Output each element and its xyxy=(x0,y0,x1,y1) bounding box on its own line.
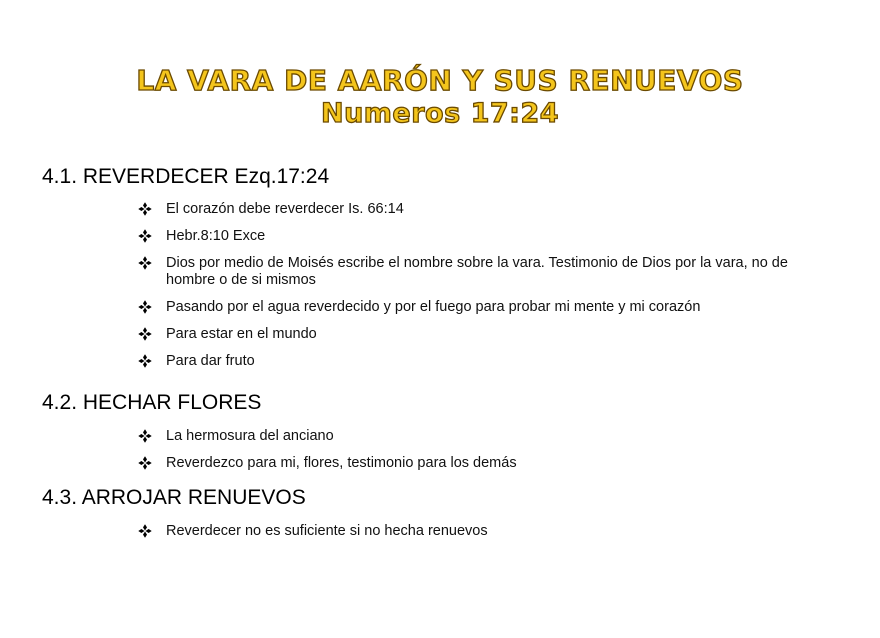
bullet-list xyxy=(42,428,842,472)
section-arrojar-renuevos xyxy=(42,485,842,540)
list-item xyxy=(42,428,842,445)
section-hechar-flores xyxy=(42,390,842,472)
list-item xyxy=(42,326,842,343)
list-item xyxy=(42,353,842,370)
section-heading: 4.2. HECHAR FLORES xyxy=(42,391,262,414)
bullet-list xyxy=(42,201,842,370)
list-item xyxy=(42,255,842,289)
list-item xyxy=(42,455,842,472)
diamond-bullet-icon xyxy=(138,326,154,343)
list-item-text: Hebr.8:10 Exce xyxy=(166,228,266,244)
list-item xyxy=(42,201,842,218)
diamond-bullet-icon xyxy=(138,353,154,370)
slide-title xyxy=(0,64,880,130)
list-item-text: El corazón debe reverdecer Is. 66:14 xyxy=(166,201,404,217)
title-main: LA VARA DE AARÓN Y SUS RENUEVOS xyxy=(136,64,744,97)
list-item-text: Para estar en el mundo xyxy=(166,326,317,342)
title-reference: Numeros 17:24 xyxy=(320,98,560,129)
list-item xyxy=(42,523,842,540)
diamond-bullet-icon xyxy=(138,523,154,540)
bullet-list xyxy=(42,523,842,540)
diamond-bullet-icon xyxy=(138,299,154,316)
diamond-bullet-icon xyxy=(138,228,154,245)
diamond-bullet-icon xyxy=(138,428,154,445)
list-item xyxy=(42,228,842,245)
diamond-bullet-icon xyxy=(138,455,154,472)
list-item-text: Reverdecer no es suficiente si no hecha renuevos xyxy=(166,523,488,539)
list-item-text: La hermosura del anciano xyxy=(166,428,334,444)
list-item-text: Dios por medio de Moisés escribe el nombre sobre la vara. Testimonio de Dios por la vara, no de hombre o de si mismos xyxy=(166,255,788,288)
list-item-text: Para dar fruto xyxy=(166,353,255,369)
section-reverdecer xyxy=(42,164,842,370)
section-heading: 4.1. REVERDECER Ezq.17:24 xyxy=(42,165,330,188)
diamond-bullet-icon xyxy=(138,255,154,272)
list-item xyxy=(42,299,842,316)
diamond-bullet-icon xyxy=(138,201,154,218)
section-heading: 4.3. ARROJAR RENUEVOS xyxy=(42,486,306,509)
list-item-text: Reverdezco para mi, flores, testimonio para los demás xyxy=(166,455,517,471)
list-item-text: Pasando por el agua reverdecido y por el fuego para probar mi mente y mi corazón xyxy=(166,299,701,315)
